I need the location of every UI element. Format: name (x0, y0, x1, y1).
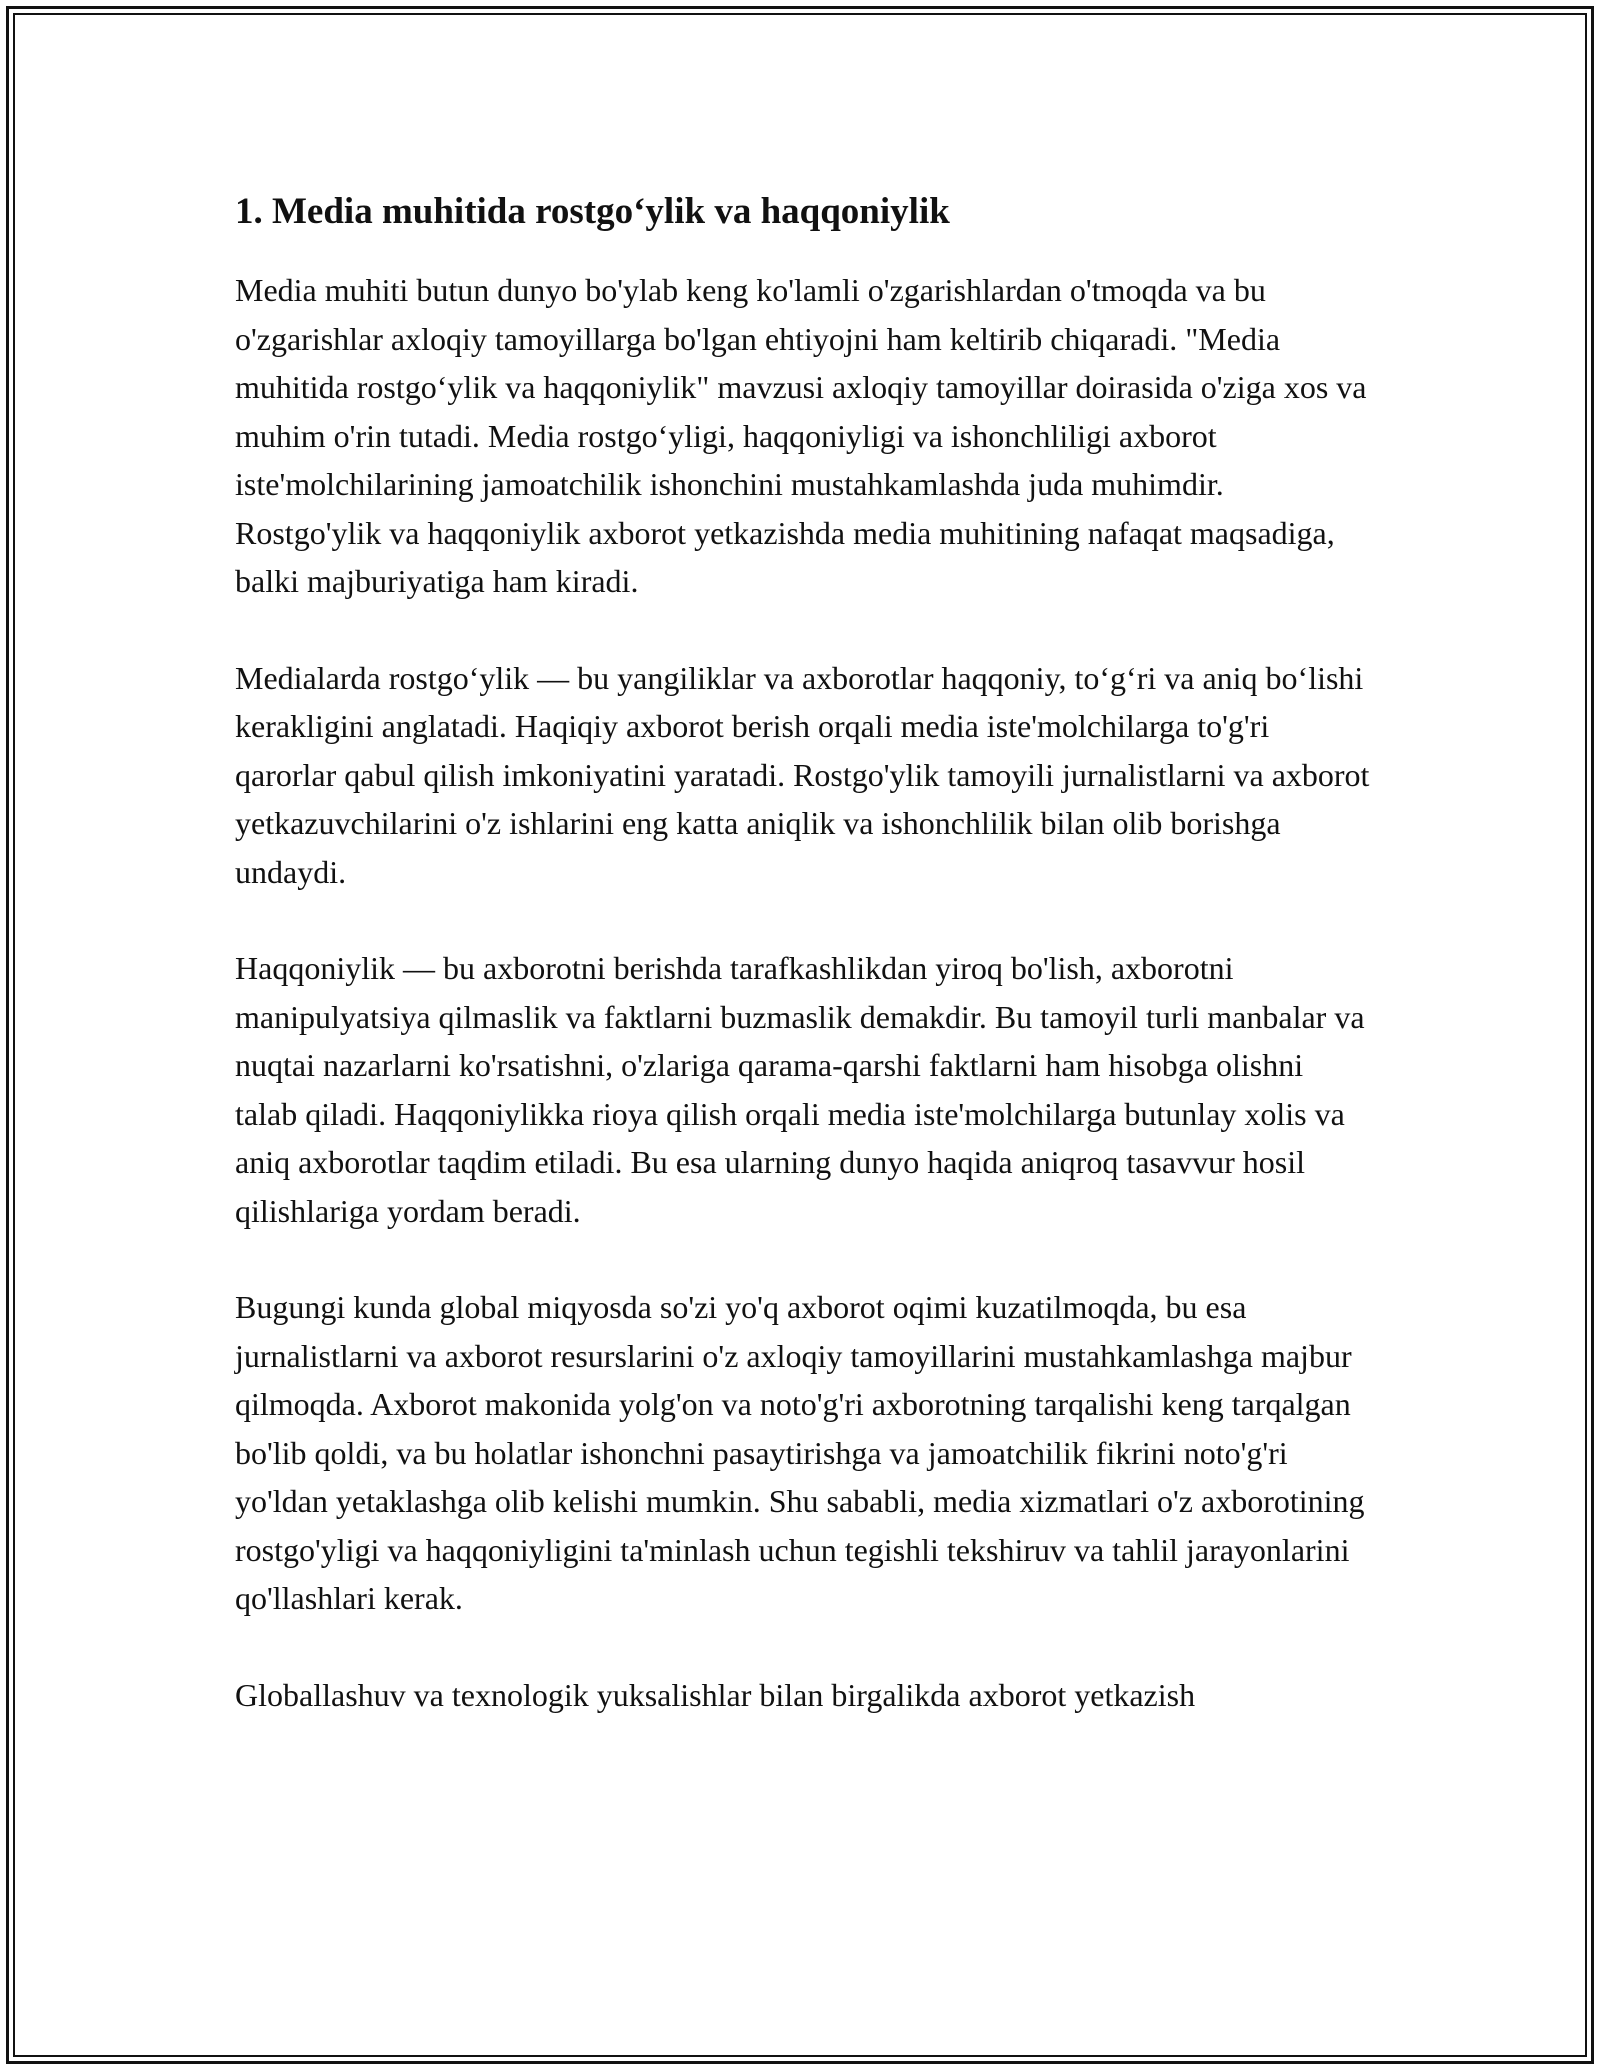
paragraph-5: Globallashuv va texnologik yuksalishlar bilan birgalikda axborot yetkazish (235, 1676, 1196, 1713)
section-heading: 1. Media muhitida rostgo‘ylik va haqqoniylik (235, 191, 950, 232)
paragraph-2: Medialarda rostgo‘ylik — bu yangiliklar va axborotlar haqqoniy, to‘g‘ri va aniq bo‘lishi kerakligini anglatadi. Haqiqiy axborot berish orqali media iste'molchilarga to'g'ri qarorlar qabul qilish imkoniyatini yaratadi. Rostgo'ylik tamoyili jurnalistlarni va axborot yetkazuvchilarini o'z ishlarini eng katta aniqlik va ishonchlilik bilan olib borishga undaydi. (235, 659, 1370, 890)
document-body (235, 188, 1370, 1719)
paragraph-3: Haqqoniylik — bu axborotni berishda tarafkashlikdan yiroq bo'lish, axborotni manipulyatsiya qilmaslik va faktlarni buzmaslik demakdir. Bu tamoyil turli manbalar va nuqtai nazarlarni ko'rsatishni, o'zlariga qarama-qarshi faktlarni ham hisobga olishni talab qiladi. Haqqoniylikka rioya qilish orqali media iste'molchilarga butunlay xolis va aniq axborotlar taqdim etiladi. Bu esa ularning dunyo haqida aniqroq tasavvur hosil qilishlariga yordam beradi. (235, 950, 1365, 1229)
paragraph-1: Media muhiti butun dunyo bo'ylab keng ko'lamli o'zgarishlardan o'tmoqda va bu o'zgarishlar axloqiy tamoyillarga bo'lgan ehtiyojni ham keltirib chiqaradi. "Media muhitida rostgo‘ylik va haqqoniylik" mavzusi axloqiy tamoyillar doirasida o'ziga xos va muhim o'rin tutadi. Media rostgo‘yligi, haqqoniyligi va ishonchliligi axborot iste'molchilarining jamoatchilik ishonchini mustahkamlashda juda muhimdir. Rostgo'ylik va haqqoniylik axborot yetkazishda media muhitining nafaqat maqsadiga, balki majburiyatiga ham kiradi. (235, 272, 1367, 599)
paragraph-4: Bugungi kunda global miqyosda so'zi yo'q axborot oqimi kuzatilmoqda, bu esa jurnalistlarni va axborot resurslarini o'z axloqiy tamoyillarini mustahkamlashga majbur qilmoqda. Axborot makonida yolg'on va noto'g'ri axborotning tarqalishi keng tarqalgan bo'lib qoldi, va bu holatlar ishonchni pasaytirishga va jamoatchilik fikrini noto'g'ri yo'ldan yetaklashga olib kelishi mumkin. Shu sababli, media xizmatlari o'z axborotining rostgo'yligi va haqqoniyligini ta'minlash uchun tegishli tekshiruv va tahlil jarayonlarini qo'llashlari kerak. (235, 1289, 1365, 1616)
